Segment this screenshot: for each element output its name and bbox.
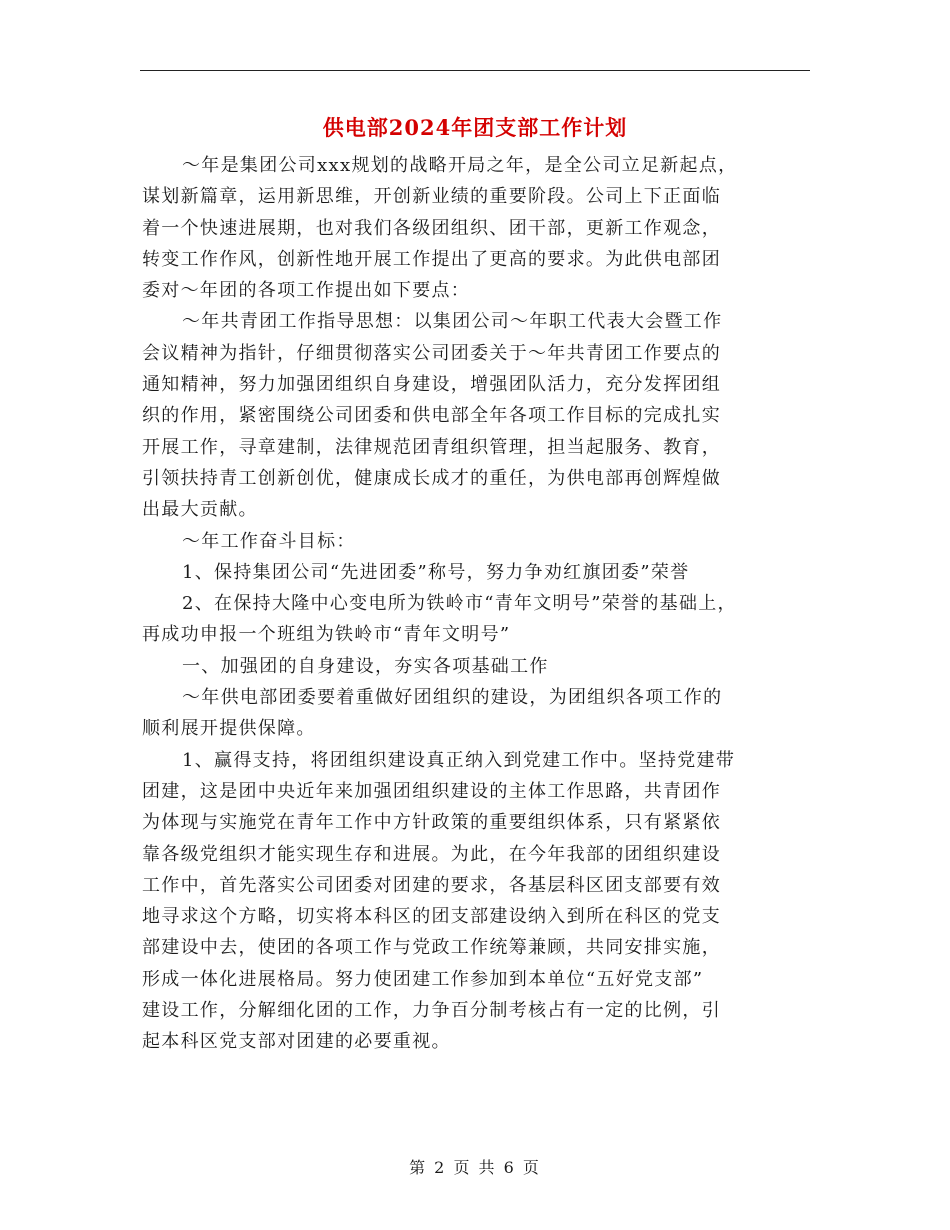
text-line: 团建，这是团中央近年来加强团组织建设的主体工作思路，共青团作 [142, 780, 721, 802]
text-line: 着一个快速进展期，也对我们各级团组织、团干部，更新工作观念， [142, 217, 721, 239]
text-line: 工作中，首先落实公司团委对团建的要求，各基层科区团支部要有效 [142, 874, 721, 896]
text-line: 织的作用，紧密围绕公司团委和供电部全年各项工作目标的完成扎实 [142, 405, 721, 427]
document-title: 供电部2024年团支部工作计划 [322, 115, 628, 140]
text-line: 会议精神为指针，仔细贯彻落实公司团委关于～年共青团工作要点的 [142, 342, 721, 364]
text-line: 转变工作作风，创新性地开展工作提出了更高的要求。为此供电部团 [142, 248, 721, 270]
text-line: 开展工作，寻章建制，法律规范团青组织管理，担当起服务、教育， [142, 436, 721, 458]
page-footer: 第 2 页 共 6 页 [409, 1158, 541, 1177]
text-line: 引领扶持青工创新创优，健康成长成才的重任，为供电部再创辉煌做 [142, 467, 721, 489]
header-rule [140, 70, 810, 71]
text-line: 出最大贡献。 [142, 499, 258, 521]
text-line: 为体现与实施党在青年工作中方针政策的重要组织体系，只有紧紧依 [142, 812, 721, 834]
text-line: 通知精神，努力加强团组织自身建设，增强团队活力，充分发挥团组 [142, 374, 721, 396]
text-line: 顺利展开提供保障。 [142, 718, 316, 740]
text-line: 1、保持集团公司“先进团委”称号，努力争劝红旗团委”荣誉 [182, 561, 690, 583]
text-line: 1、赢得支持，将团组织建设真正纳入到党建工作中。坚持党建带 [182, 749, 736, 771]
text-line: 地寻求这个方略，切实将本科区的团支部建设纳入到所在科区的党支 [142, 906, 721, 928]
text-line: 建设工作，分解细化团的工作，力争百分制考核占有一定的比例，引 [142, 1000, 721, 1022]
text-line: 谋划新篇章，运用新思维，开创新业绩的重要阶段。公司上下正面临 [142, 186, 721, 208]
text-line: ～年是集团公司xxx规划的战略开局之年，是全公司立足新起点， [182, 155, 738, 176]
text-line: 形成一体化进展格局。努力使团建工作参加到本单位“五好党支部” [142, 968, 704, 990]
text-line: ～年共青团工作指导思想：以集团公司～年职工代表大会暨工作 [182, 311, 723, 333]
text-line: 委对～年团的各项工作提出如下要点： [142, 280, 471, 302]
text-line: 靠各级党组织才能实现生存和进展。为此，在今年我部的团组织建设 [142, 843, 721, 865]
text-line: ～年工作奋斗目标： [182, 530, 356, 552]
text-line: 一、加强团的自身建设，夯实各项基础工作 [182, 655, 549, 677]
text-line: ～年供电部团委要着重做好团组织的建设，为团组织各项工作的 [182, 687, 723, 709]
text-line: 部建设中去，使团的各项工作与党政工作统筹兼顾，共同安排实施， [142, 937, 721, 959]
text-line: 再成功申报一个班组为铁岭市“青年文明号” [142, 624, 511, 646]
text-line: 起本科区党支部对团建的必要重视。 [142, 1031, 451, 1053]
text-line: 2、在保持大隆中心变电所为铁岭市“青年文明号”荣誉的基础上， [182, 593, 737, 615]
document-body [142, 150, 814, 1058]
